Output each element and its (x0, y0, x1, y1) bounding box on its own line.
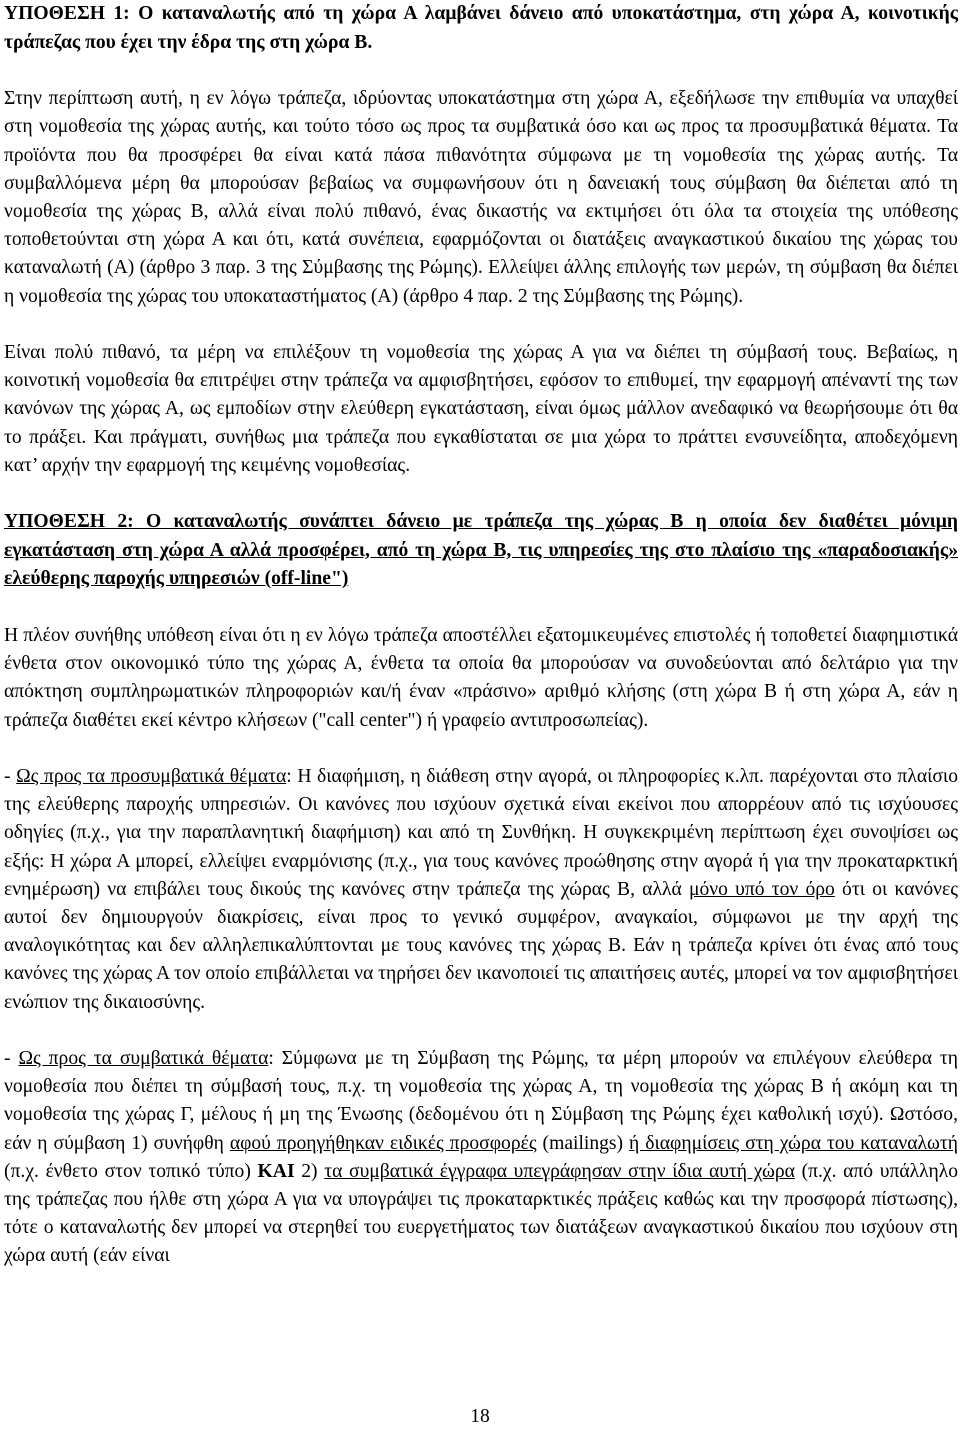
spacer (4, 1017, 958, 1045)
pre-contract-label: Ως προς τα προσυμβατικά θέματα (16, 765, 287, 787)
spacer (4, 311, 958, 339)
contract-text-c: (π.χ. ένθετο στον τοπικό τύπο) (4, 1160, 258, 1182)
contract-condition-1: αφού προηγήθηκαν ειδικές προσφορές (229, 1132, 537, 1154)
spacer (4, 480, 958, 508)
case1-paragraph-2: Είναι πολύ πιθανό, τα μέρη να επιλέξουν τη νομοθεσία της χώρας Α για να διέπει τη σύμβασή τους. Βεβαίως, η κοινοτική νομοθεσία θα επιτρέψει στην τράπεζα να αμφισβητήσει, εφόσον το επιθυμεί, την εφαρμογή απέναντί της των κανόνων της χώρας Α, ως εμποδίων στην ελεύθερη εγκατάσταση, είναι όμως μάλλον ανεδαφικό να θεωρήσουμε ότι θα το πράξει. Και πράγματι, συνήθως μια τράπεζα που εγκαθίσταται σε μια χώρα το πράττει ενσυνείδητα, αποδεχόμενη κατ’ αρχήν την εφαρμογή της κειμένης νομοθεσίας. (4, 342, 958, 476)
spacer (4, 57, 958, 85)
contract-paragraph (4, 1045, 958, 1271)
contract-label: Ως προς τα συμβατικά θέματα (18, 1047, 269, 1069)
pre-contract-text-a: : Η διαφήμιση, η διάθεση στην αγορά, οι πληροφορίες κ.λπ. παρέχονται στο πλαίσιο της ελεύθερης παροχής υπηρεσιών. Οι κανόνες που ισχύουν σχετικά είναι εκείνοι που απορρέουν από τις ισχύουσες οδηγίες (π.χ., για την παραπλανητική διαφήμιση) και από τη Συνθήκη. Η συγκεκριμένη περίπτωση έχει συνοψίσει ως εξής: Η χώρα Α μπορεί, ελλείψει εναρμόνισης (π.χ., για τους κανόνες προώθησης στην αγορά ή για την προκαταρκτική ενημέρωση) να επιβάλει τους δικούς της κανόνες στην τράπεζα της χώρας Β, αλλά (4, 765, 958, 900)
list-dash: - (4, 765, 17, 787)
case1-heading: ΥΠΟΘΕΣΗ 1: Ο καταναλωτής από τη χώρα Α λαμβάνει δάνειο από υποκατάστημα, στη χώρα Α, κοινοτικής τράπεζας που έχει την έδρα της στη χώρα Β. (4, 3, 958, 53)
case2-paragraph-1: Η πλέον συνήθης υπόθεση είναι ότι η εν λόγω τράπεζα αποστέλλει εξατομικευμένες επιστολές ή τοποθετεί διαφημιστικά ένθετα στον οικονομικό τύπο της χώρας Α, ένθετα τα οποία θα μπορούσαν να συνοδεύονται από δελτάριο για την απόκτηση συμπληρωματικών πληροφοριών και/ή έναν «πράσινο» αριθμό κλήσης (στη χώρα Β ή στη χώρα Α, εάν η τράπεζα διαθέτει εκεί κέντρο κλήσεων ("call center") ή γραφείο αντιπροσωπείας). (4, 624, 958, 731)
case2-heading: ΥΠΟΘΕΣΗ 2: Ο καταναλωτής συνάπτει δάνειο με τράπεζα της χώρας Β η οποία δεν διαθέτει μόνιμη εγκατάσταση στη χώρα Α αλλά προσφέρει, από τη χώρα Β, τις υπηρεσίες της στο πλαίσιο της «παραδοσιακής» ελεύθερης παροχής υπηρεσιών (off-line") (4, 511, 958, 590)
contract-condition-2: ή διαφημίσεις στη χώρα του καταναλωτή (629, 1132, 958, 1154)
contract-and-word: ΚΑΙ (257, 1160, 295, 1182)
case1-paragraph-1: Στην περίπτωση αυτή, η εν λόγω τράπεζα, ιδρύοντας υποκατάστημα στη χώρα Α, εξεδήλωσε την επιθυμία να υπαχθεί στη νομοθεσία της χώρας αυτής, και τούτο τόσο ως προς τα συμβατικά όσο και ως προς τα προσυμβατικά θέματα. Τα προϊόντα που θα προσφέρει θα είναι κατά πάσα πιθανότητα σύμφωνα με τη νομοθεσία της χώρας αυτής. Τα συμβαλλόμενα μέρη θα μπορούσαν βεβαίως να συμφωνήσουν ότι η δανειακή τους σύμβαση θα διέπεται από τη νομοθεσία της χώρας Β, αλλά είναι πολύ πιθανό, ένας δικαστής να εκτιμήσει ότι όλα τα στοιχεία της υπόθεσης τοποθετούνται στη χώρα Α και ότι, κατά συνέπεια, εφαρμόζονται οι διατάξεις αναγκαστικού δικαίου της χώρας του καταναλωτή (Α) (άρθρο 3 παρ. 3 της Σύμβασης της Ρώμης). Ελλείψει άλλης επιλογής των μερών, τη σύμβαση θα διέπει η νομοθεσία της χώρας του υποκαταστήματος (Α) (άρθρο 4 παρ. 2 της Σύμβασης της Ρώμης). (4, 88, 958, 307)
pre-contract-text-b: ότι οι κανόνες αυτοί δεν δημιουργούν διακρίσεις, είναι προς το γενικό συμφέρον, αναγκαίοι, σύμφωνοι με την αρχή της αναλογικότητας και δεν αλληλεπικαλύπτονται με τους κανόνες της χώρας Β. Εάν η τράπεζα κρίνει ότι ένας από τους κανόνες της χώρας Α τον οποίο επιβάλλεται να τηρήσει δεν ικανοποιεί τις απαιτήσεις αυτές, μπορεί να τον αμφισβητήσει ενώπιον της δικαιοσύνης. (4, 878, 958, 1013)
contract-text-e: (π.χ. από υπάλληλο της τράπεζας που ήλθε στη χώρα Α για να υπογράψει τις προκαταρκτικές πράξεις καθώς και την προσφορά πίστωσης), τότε ο καταναλωτής δεν μπορεί να στερηθεί του ευεργετήματος των διατάξεων αναγκαστικού δικαίου που ισχύουν στη χώρα αυτή (εάν είναι (4, 1160, 959, 1267)
list-dash: - (4, 1047, 19, 1069)
pre-contract-paragraph (4, 763, 958, 1017)
page-number: 18 (470, 1406, 490, 1427)
spacer (4, 735, 958, 763)
pre-contract-condition: μόνο υπό τον όρο (688, 878, 835, 900)
contract-text-a: : Σύμφωνα με τη Σύμβαση της Ρώμης, τα μέρη μπορούν να επιλέγουν ελεύθερα τη νομοθεσία που διέπει τη σύμβασή τους, π.χ. τη νομοθεσία της χώρας Α, τη νομοθεσία της χώρας Β ή ακόμη και τη νομοθεσία της χώρας Γ, μέλους ή μη της Ένωσης (δεδομένου ότι η Σύμβαση της Ρώμης έχει καθολική ισχύ). Ωστόσο, εάν η σύμβαση 1) συνήφθη (4, 1047, 958, 1154)
spacer (4, 594, 958, 622)
contract-condition-3: τα συμβατικά έγγραφα υπεγράφησαν στην ίδια αυτή χώρα (324, 1160, 795, 1182)
contract-text-d: 2) (294, 1160, 325, 1182)
contract-text-b: (mailings) (536, 1132, 630, 1154)
